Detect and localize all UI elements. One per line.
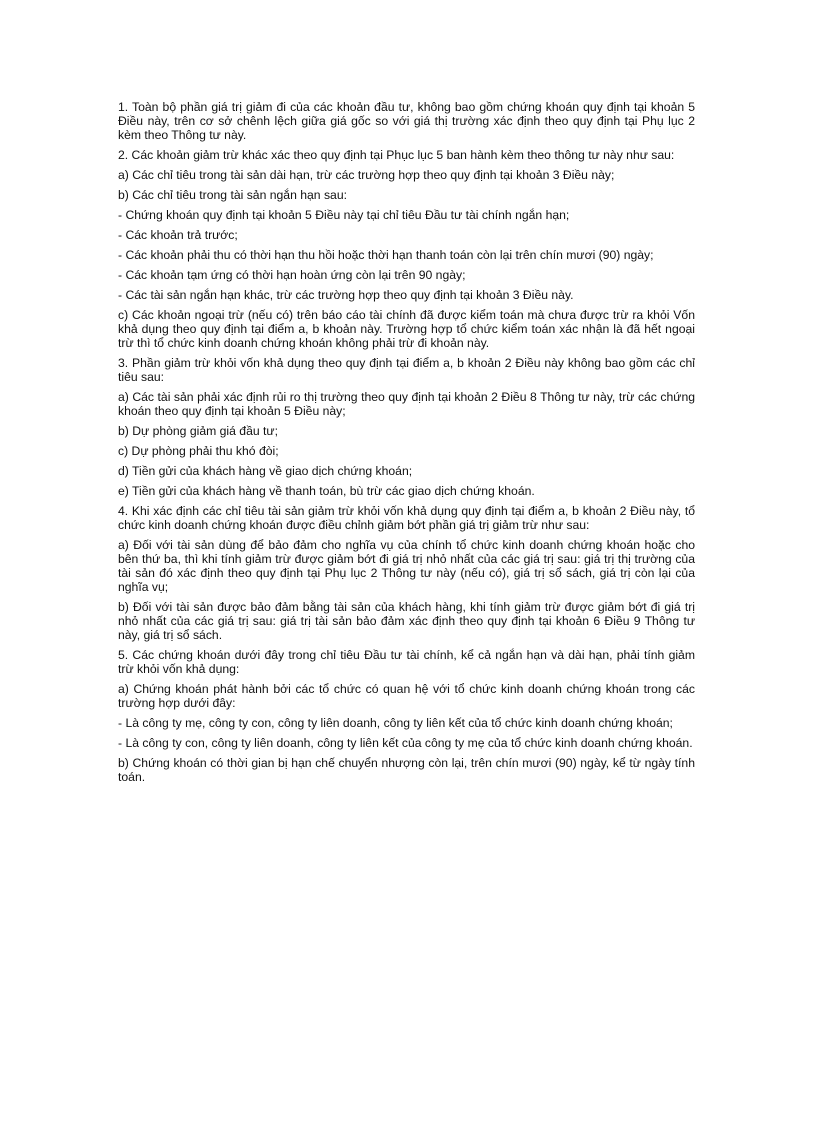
paragraph-3b: b) Dự phòng giảm giá đầu tư; [118,424,278,438]
paragraph-3c: c) Dự phòng phải thu khó đòi; [118,444,279,458]
list-item: - Các khoản tạm ứng có thời hạn hoàn ứng còn lại trên 90 ngày; [118,268,466,282]
paragraph-4: 4. Khi xác định các chỉ tiêu tài sản giảm trừ khỏi vốn khả dụng quy định tại điểm a, b khoản 2 Điều này, tổ chức kinh doanh chứng khoán được điều chỉnh giảm bớt phần giá trị giảm trừ như sau: [118,504,695,532]
paragraph-3: 3. Phần giảm trừ khỏi vốn khả dụng theo quy định tại điểm a, b khoản 2 Điều này không bao gồm các chỉ tiêu sau: [118,356,695,384]
list-item: - Chứng khoán quy định tại khoản 5 Điều này tại chỉ tiêu Đầu tư tài chính ngắn hạn; [118,208,570,222]
paragraph-4b: b) Đối với tài sản được bảo đảm bằng tài sản của khách hàng, khi tính giảm trừ được giảm bớt đi giá trị nhỏ nhất của các giá trị sau: giá trị tài sản bảo đảm xác định theo quy định tại khoản 6 Điều 9 Thông tư này, giá trị sổ sách. [118,600,695,642]
paragraph-5a: a) Chứng khoán phát hành bởi các tổ chức có quan hệ với tổ chức kinh doanh chứng khoán trong các trường hợp dưới đây: [118,682,695,710]
paragraph-2: 2. Các khoản giảm trừ khác xác theo quy định tại Phục lục 5 ban hành kèm theo thông tư này như sau: [118,148,675,162]
paragraph-3d: d) Tiền gửi của khách hàng về giao dịch chứng khoán; [118,464,413,478]
list-item: - Các khoản phải thu có thời hạn thu hồi hoặc thời hạn thanh toán còn lại trên chín mươi (90) ngày; [118,248,654,262]
paragraph-1: 1. Toàn bộ phần giá trị giảm đi của các khoản đầu tư, không bao gồm chứng khoán quy định tại khoản 5 Điều này, trên cơ sở chênh lệch giữa giá gốc so với giá thị trường xác định theo quy định tại Phụ lục 2 kèm theo Thông tư này. [118,100,695,142]
paragraph-5: 5. Các chứng khoán dưới đây trong chỉ tiêu Đầu tư tài chính, kể cả ngắn hạn và dài hạn, phải tính giảm trừ khỏi vốn khả dụng: [118,648,695,676]
paragraph-2c: c) Các khoản ngoại trừ (nếu có) trên báo cáo tài chính đã được kiểm toán mà chưa được trừ ra khỏi Vốn khả dụng theo quy định tại điểm a, b khoản này. Trường hợp tổ chức kiểm toán xác nhận là đã hết ngoại trừ thì tổ chức kinh doanh chứng khoán không phải trừ đi khoản này. [118,308,695,350]
list-item: - Là công ty con, công ty liên doanh, công ty liên kết của công ty mẹ của tổ chức kinh doanh chứng khoán. [118,736,693,750]
paragraph-2a: a) Các chỉ tiêu trong tài sản dài hạn, trừ các trường hợp theo quy định tại khoản 3 Điều này; [118,168,615,182]
paragraph-5b: b) Chứng khoán có thời gian bị hạn chế chuyển nhượng còn lại, trên chín mươi (90) ngày, kể từ ngày tính toán. [118,756,695,784]
paragraph-2b: b) Các chỉ tiêu trong tài sản ngắn hạn sau: [118,188,347,202]
paragraph-4a: a) Đối với tài sản dùng để bảo đảm cho nghĩa vụ của chính tổ chức kinh doanh chứng khoán hoặc cho bên thứ ba, thì khi tính giảm trừ được giảm bớt đi giá trị nhỏ nhất của các giá trị sau: giá trị thị trường của tài sản đó xác định theo quy định tại Phụ lục 2 Thông tư này (nếu có), giá trị sổ sách, giá trị còn lại của nghĩa vụ; [118,538,695,594]
paragraph-3a: a) Các tài sản phải xác định rủi ro thị trường theo quy định tại khoản 2 Điều 8 Thông tư này, trừ các chứng khoán theo quy định tại khoản 5 Điều này; [118,390,695,418]
list-item: - Là công ty mẹ, công ty con, công ty liên doanh, công ty liên kết của tổ chức kinh doanh chứng khoán; [118,716,673,730]
list-item: - Các tài sản ngắn hạn khác, trừ các trường hợp theo quy định tại khoản 3 Điều này. [118,288,574,302]
list-item: - Các khoản trả trước; [118,228,238,242]
document-body [118,100,695,790]
paragraph-3e: e) Tiền gửi của khách hàng về thanh toán, bù trừ các giao dịch chứng khoán. [118,484,535,498]
